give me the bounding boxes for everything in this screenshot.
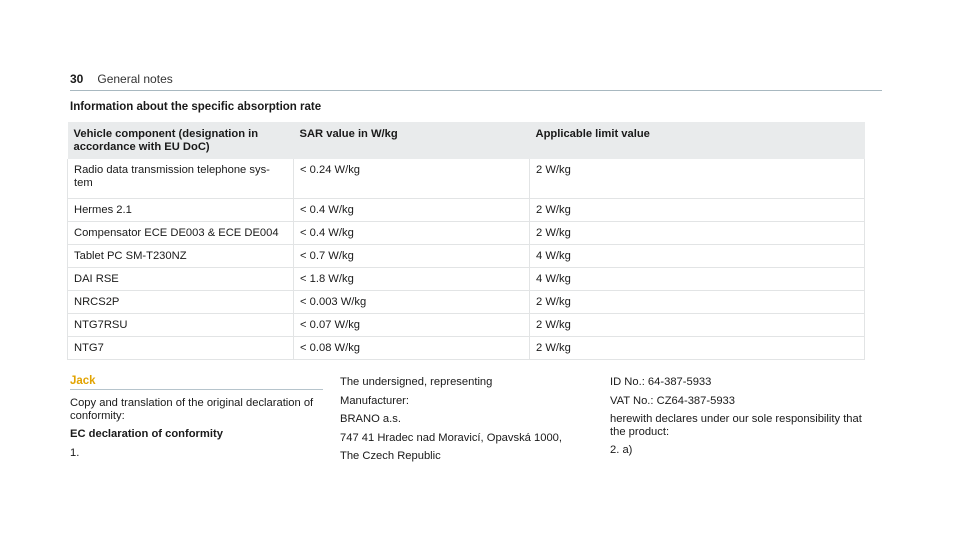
cell-limit: 2 W/kg — [530, 221, 865, 244]
page-header — [70, 72, 173, 86]
jack-divider — [70, 389, 323, 390]
manufacturer-address: 747 41 Hradec nad Moravicí, Opavská 1000, — [340, 431, 563, 444]
manufacturer-label: Manufacturer: — [340, 394, 410, 407]
cell-limit: 2 W/kg — [530, 290, 865, 313]
cell-sar: < 1.8 W/kg — [294, 267, 530, 290]
cell-sar: < 0.24 W/kg — [294, 159, 530, 198]
table-row — [68, 267, 865, 290]
header-divider — [70, 90, 882, 91]
table-row — [68, 336, 865, 359]
cell-component: Compensator ECE DE003 & ECE DE004 — [68, 221, 294, 244]
cell-sar: < 0.07 W/kg — [294, 313, 530, 336]
cell-component: NRCS2P — [68, 290, 294, 313]
item-1: 1. — [70, 446, 80, 459]
vat-number: VAT No.: CZ64-387-5933 — [610, 394, 735, 407]
column-header-limit: Applicable limit value — [530, 122, 865, 159]
cell-component: DAI RSE — [68, 267, 294, 290]
cell-component: NTG7 — [68, 336, 294, 359]
table-row — [68, 290, 865, 313]
cell-sar: < 0.4 W/kg — [294, 221, 530, 244]
undersigned-text: The undersigned, representing — [340, 376, 493, 388]
table-header-row — [68, 122, 865, 159]
cell-component: Hermes 2.1 — [68, 198, 294, 221]
manufacturer-country: The Czech Republic — [340, 450, 441, 462]
column-header-component: Vehicle component (designation in accordance with EU DoC) — [68, 122, 294, 159]
item-2a: 2. a) — [610, 444, 633, 456]
cell-limit: 2 W/kg — [530, 198, 865, 221]
cell-limit: 2 W/kg — [530, 313, 865, 336]
cell-sar: < 0.003 W/kg — [294, 290, 530, 313]
manufacturer-name: BRANO a.s. — [340, 413, 401, 425]
cell-limit: 4 W/kg — [530, 267, 865, 290]
jack-column-3 — [610, 376, 870, 463]
table-row — [68, 244, 865, 267]
jack-column-2 — [340, 376, 590, 469]
sar-heading: Information about the specific absorption rate — [70, 101, 322, 113]
ec-declaration-title: EC declaration of conformity — [70, 428, 223, 440]
cell-limit: 2 W/kg — [530, 159, 865, 198]
column-header-sar: SAR value in W/kg — [294, 122, 530, 159]
table-row — [68, 159, 865, 198]
sar-table — [67, 122, 865, 360]
table-row — [68, 221, 865, 244]
table-row — [68, 313, 865, 336]
cell-sar: < 0.4 W/kg — [294, 198, 530, 221]
responsibility-statement: herewith declares under our sole responsibility that the product: — [610, 413, 862, 438]
jack-column-1 — [70, 397, 320, 465]
cell-sar: < 0.7 W/kg — [294, 244, 530, 267]
jack-section-title: Jack — [70, 375, 96, 387]
id-number: ID No.: 64-387-5933 — [610, 376, 712, 388]
section-title: General notes — [97, 72, 173, 86]
cell-component: NTG7RSU — [68, 313, 294, 336]
cell-limit: 2 W/kg — [530, 336, 865, 359]
page-number: 30 — [70, 72, 84, 86]
declaration-intro: Copy and translation of the original declaration of conformity: — [70, 397, 314, 422]
table-row — [68, 198, 865, 221]
cell-component: Tablet PC SM-T230NZ — [68, 244, 294, 267]
cell-sar: < 0.08 W/kg — [294, 336, 530, 359]
cell-limit: 4 W/kg — [530, 244, 865, 267]
cell-component: Radio data transmission telephone sys-tem — [68, 159, 294, 198]
